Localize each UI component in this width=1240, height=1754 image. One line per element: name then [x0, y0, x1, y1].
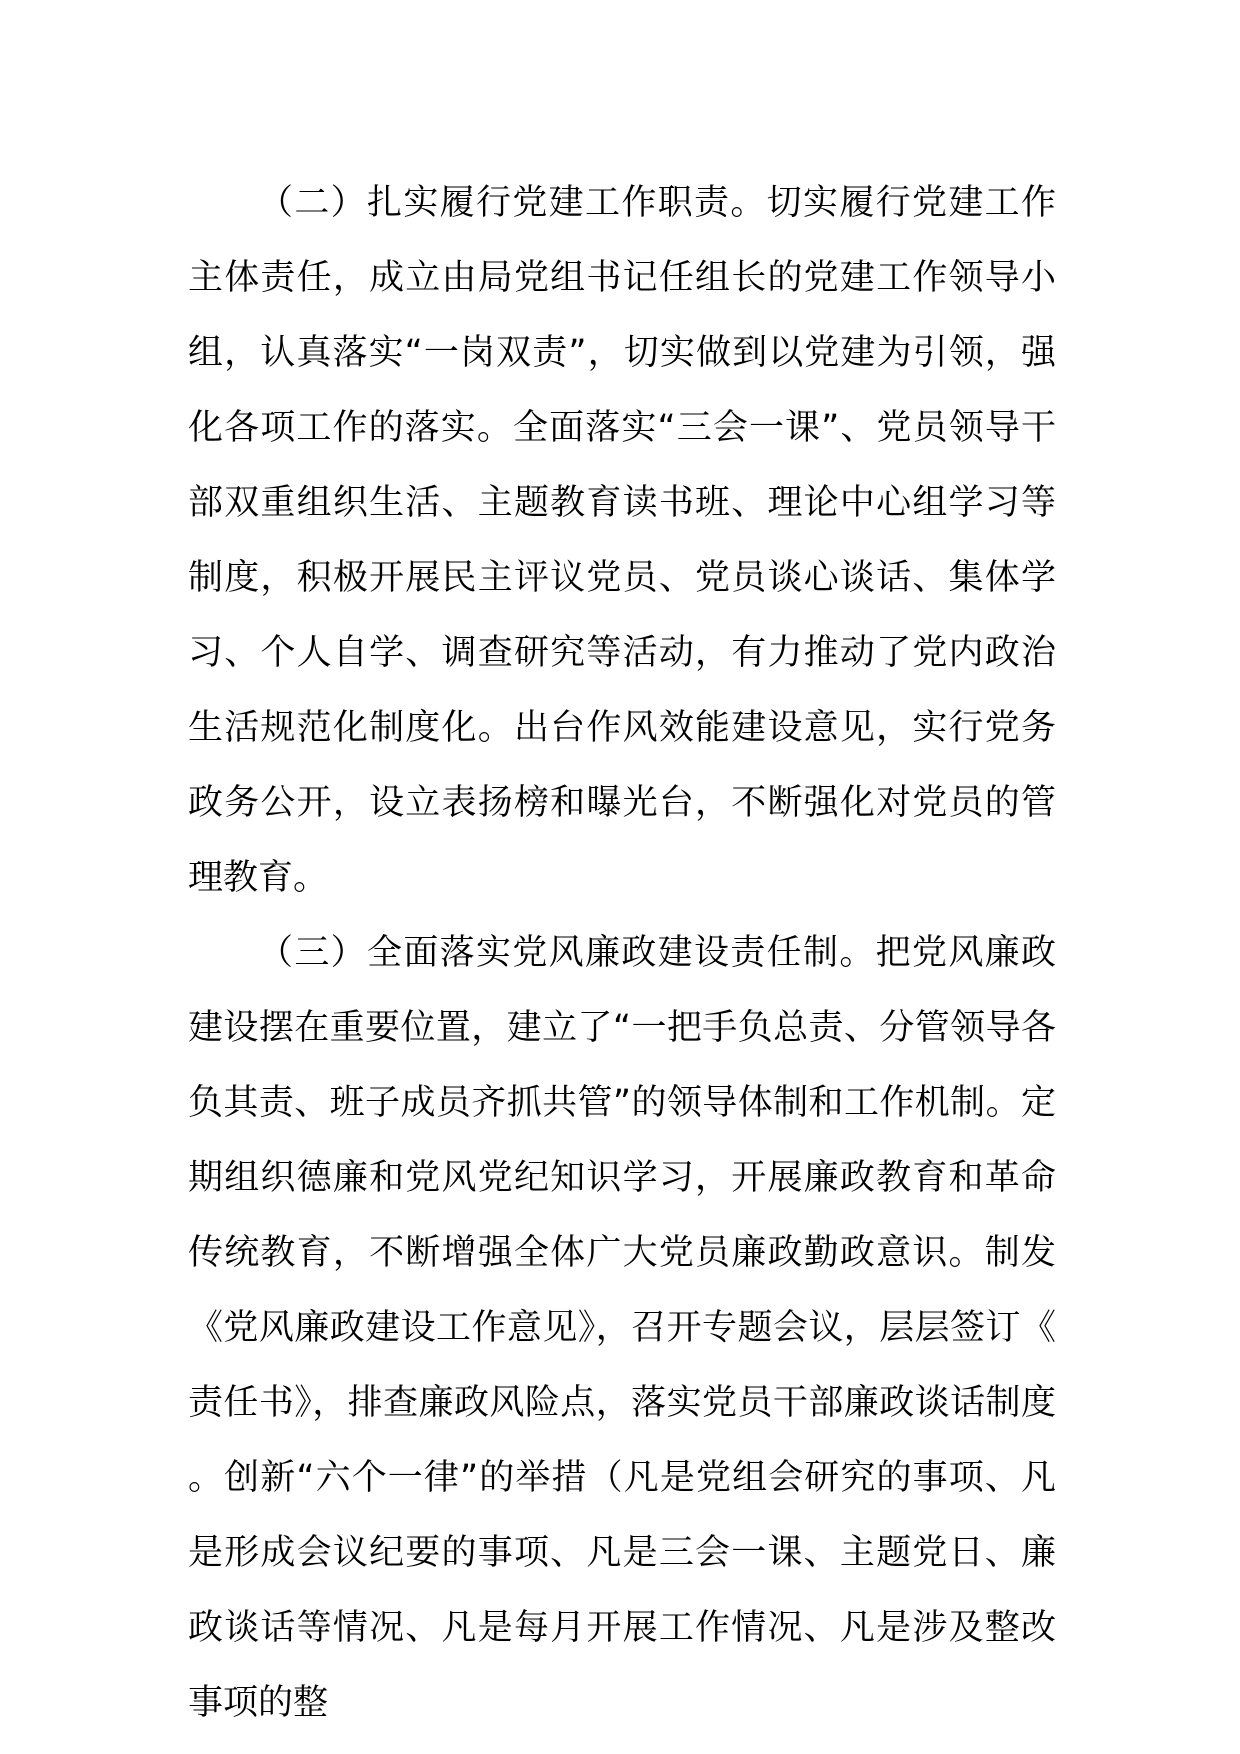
paragraph-party-building-duties: （二）扎实履行党建工作职责。切实履行党建工作主体责任，成立由局党组书记任组长的党建工作领导小组，认真落实“一岗双责”，切实做到以党建为引领，强化各项工作的落实。全面落实“三会一课”、党员领导干部双重组织生活、主题教育读书班、理论中心组学习等制度，积极开展民主评议党员、党员谈心谈话、集体学习、个人自学、调查研究等活动，有力推动了党内政治生活规范化制度化。出台作风效能建设意见，实行党务政务公开，设立表扬榜和曝光台，不断强化对党员的管理教育。	[188, 183, 1056, 898]
paragraph-integrity-responsibility: （三）全面落实党风廉政建设责任制。把党风廉政建设摆在重要位置，建立了“一把手负总责、分管领导各负其责、班子成员齐抓共管”的领导体制和工作机制。定期组织德廉和党风党纪知识学习，开展廉政教育和革命传统教育，不断增强全体广大党员廉政勤政意识。制发《党风廉政建设工作意见》，召开专题会议，层层签订《责任书》，排查廉政风险点，落实党员干部廉政谈话制度。创新“六个一律”的举措（凡是党组会研究的事项、凡是形成会议纪要的事项、凡是三会一课、主题党日、廉政谈话等情况、凡是每月开展工作情况、凡是涉及整改事项的整	[188, 933, 1056, 1723]
document-body	[188, 166, 1056, 1741]
